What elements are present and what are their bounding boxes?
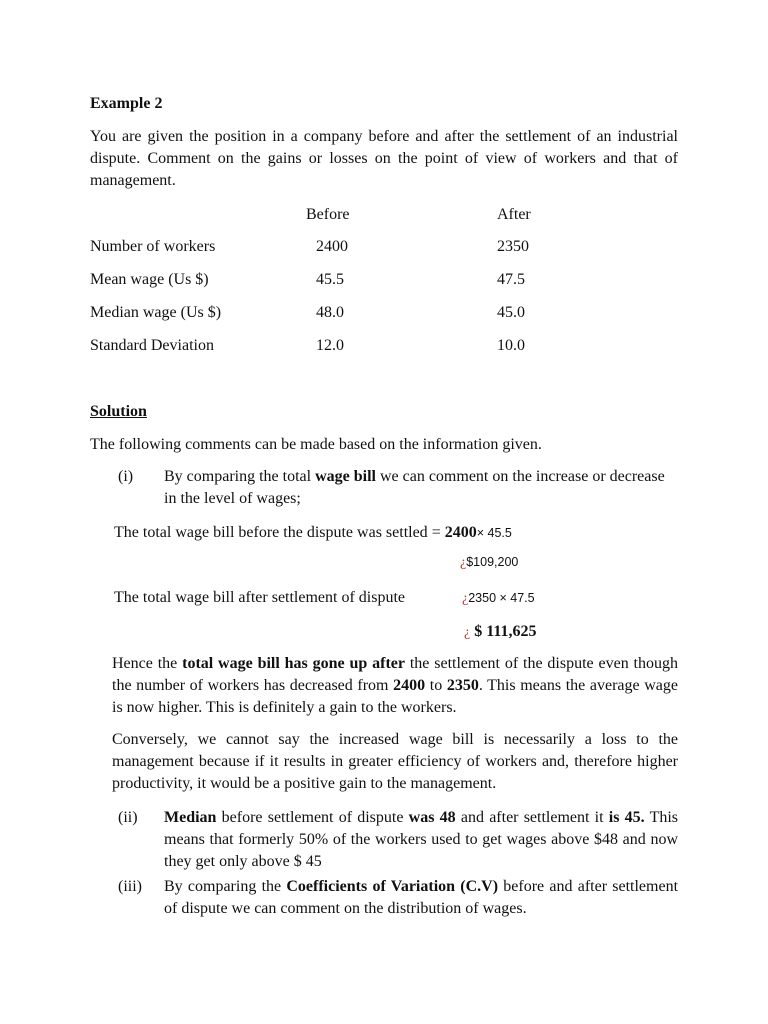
solution-intro: The following comments can be made based on the information given. [90, 436, 542, 453]
calc-after-label: The total wage bill after settlement of dispute [114, 589, 406, 606]
cell-before: 2400 [316, 238, 348, 255]
item-text: Median before settlement of dispute was 48 and after settlement it is 45. This means that formerly 50% of the workers used to get wages above $48 and now they get only above $ 45 [164, 809, 679, 870]
cell-before: 45.5 [316, 271, 344, 288]
solution-heading: Solution [90, 403, 147, 420]
header-before: Before [306, 206, 350, 223]
cell-after: 45.0 [497, 304, 525, 321]
intro-paragraph: You are given the position in a company before and after the settlement of an industrial dispute. Comment on the gains or losses on the point of view of workers and that of management. [90, 128, 678, 189]
row-label: Median wage (Us $) [90, 304, 222, 321]
calc-after-result: ¿ $ 111,625 [464, 623, 537, 640]
example-title: Example 2 [90, 95, 163, 112]
item-number: (iii) [118, 878, 142, 895]
conversely-paragraph: Conversely, we cannot say the increased wage bill is necessarily a loss to the management because if it results in greater efficiency of workers and, therefore higher productivity, it would be a positive gain to the management. [112, 731, 678, 792]
row-label: Number of workers [90, 238, 216, 255]
calc-before-line: The total wage bill before the dispute was settled = 2400× 45.5 [114, 524, 512, 541]
calc-before-result: ¿$109,200 [460, 555, 519, 570]
header-after: After [497, 206, 531, 223]
row-label: Standard Deviation [90, 337, 214, 354]
cell-after: 2350 [497, 238, 529, 255]
item-number: (i) [118, 468, 134, 485]
item-text: By comparing the Coefficients of Variation (C.V) before and after settlement of dispute we can comment on the distribution of wages. [164, 878, 679, 917]
calc-after-expr: ¿2350 × 47.5 [462, 591, 535, 606]
hence-paragraph: Hence the total wage bill has gone up after the settlement of the dispute even though the number of workers has decreased from 2400 to 2350. This means the average wage is now higher. This is definitely a gain to the workers. [112, 655, 679, 716]
cell-before: 12.0 [316, 337, 344, 354]
item-number: (ii) [118, 809, 138, 826]
cell-after: 47.5 [497, 271, 525, 288]
cell-before: 48.0 [316, 304, 344, 321]
cell-after: 10.0 [497, 337, 525, 354]
row-label: Mean wage (Us $) [90, 271, 209, 288]
item-text: By comparing the total wage bill we can comment on the increase or decrease in the level of wages; [164, 468, 665, 507]
